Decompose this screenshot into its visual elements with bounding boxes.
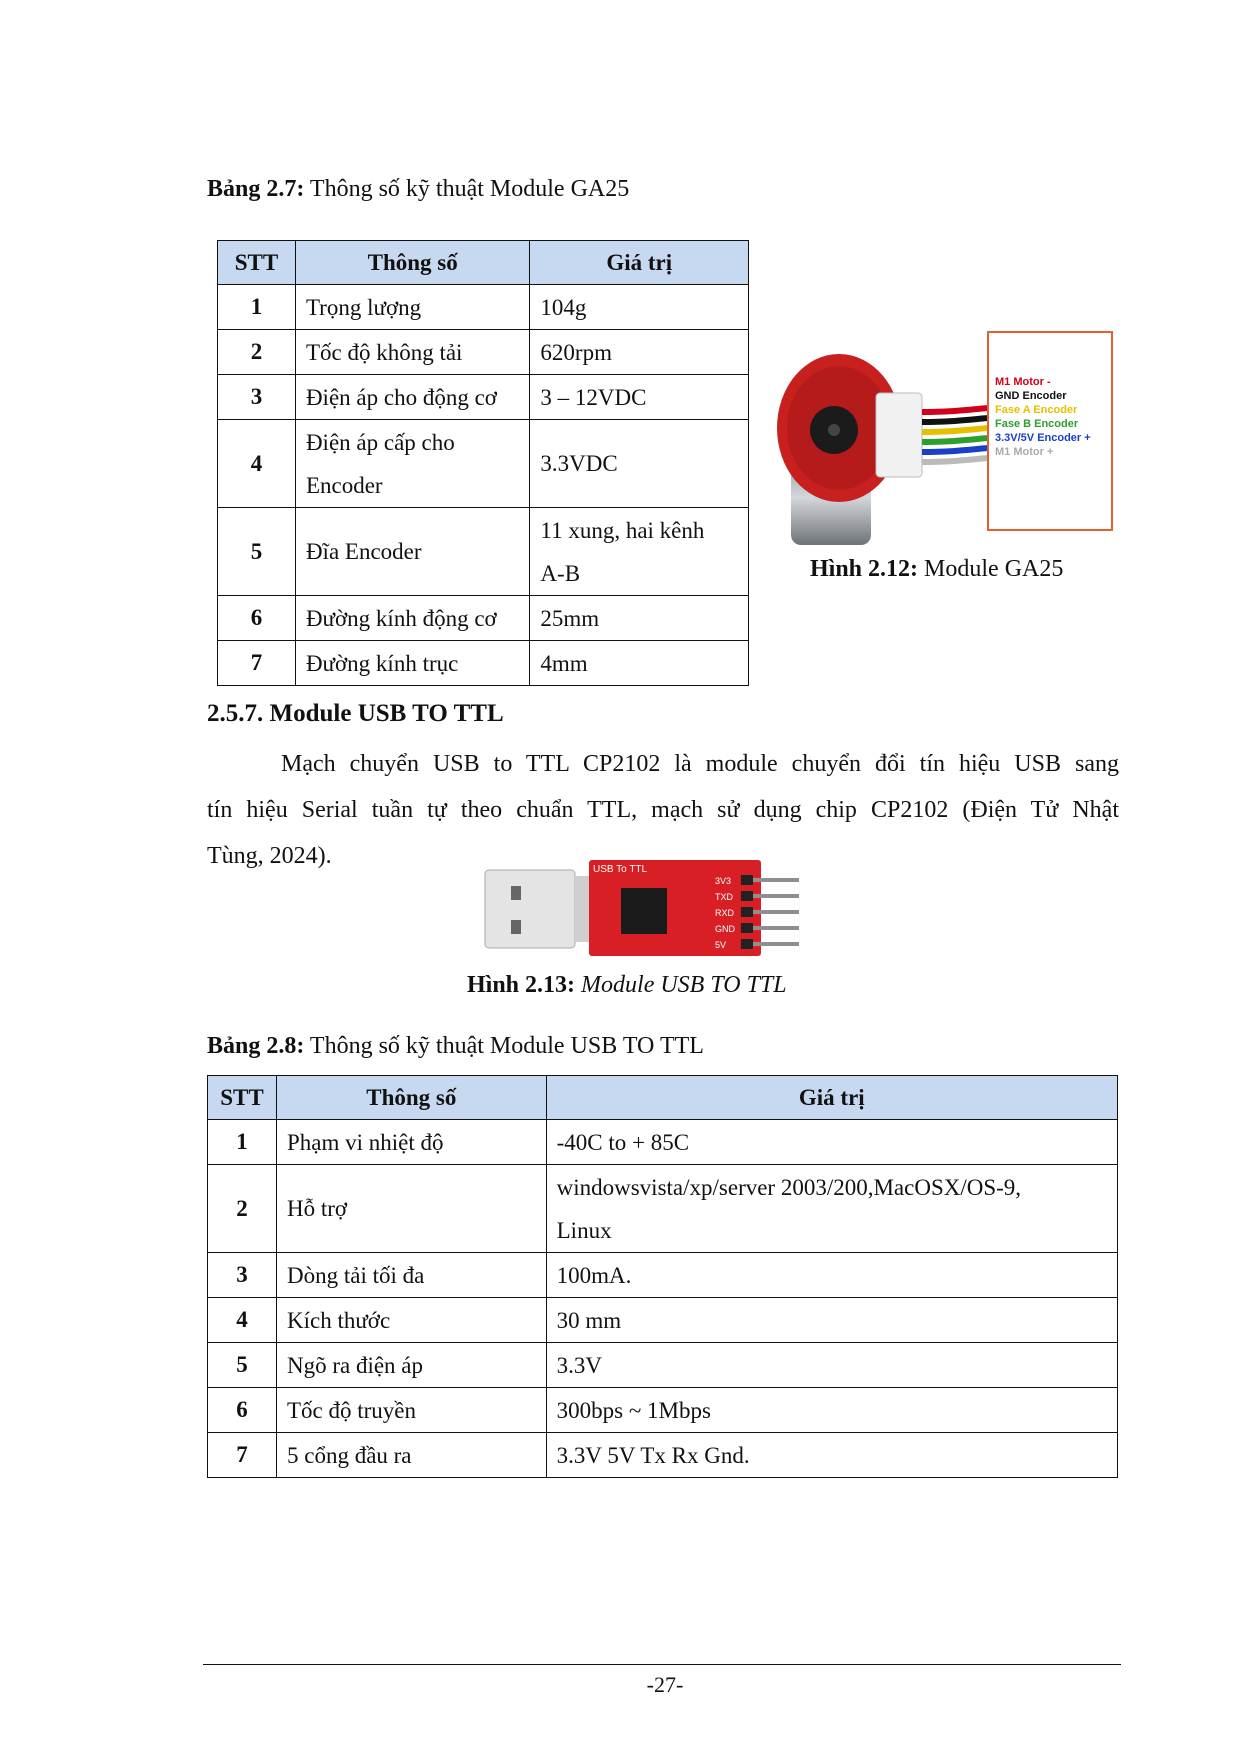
usb-plug-hole bbox=[511, 886, 521, 900]
header-stt: STT bbox=[208, 1076, 277, 1120]
cell-param bbox=[295, 285, 529, 330]
pin bbox=[753, 910, 799, 914]
cell-line: 3.3V 5V Tx Rx Gnd. bbox=[556, 1442, 750, 1468]
cell-line: Kích thước bbox=[286, 1307, 391, 1333]
pin-header bbox=[741, 891, 753, 901]
caption-text: Thông số kỹ thuật Module GA25 bbox=[304, 176, 630, 202]
section-heading: 2.5.7. Module USB TO TTL bbox=[207, 700, 504, 727]
cell-value bbox=[546, 1253, 1117, 1298]
caption-label: Hình 2.13: bbox=[467, 972, 576, 998]
table-header-row bbox=[218, 241, 749, 285]
cell-param bbox=[295, 596, 529, 641]
pin-header bbox=[741, 923, 753, 933]
pin-label: RXD bbox=[715, 908, 735, 918]
wire bbox=[922, 458, 988, 462]
table-row bbox=[208, 1120, 1118, 1165]
table-2-7 bbox=[217, 240, 749, 686]
usb-plug bbox=[485, 870, 575, 948]
wire bbox=[922, 418, 988, 422]
cell-value bbox=[530, 420, 749, 508]
cell-value bbox=[546, 1388, 1117, 1433]
wire-label: Fase B Encoder bbox=[995, 418, 1079, 430]
header-stt: STT bbox=[218, 241, 296, 285]
page-number: -27- bbox=[646, 1672, 684, 1697]
figure-2-12-image bbox=[776, 330, 1116, 545]
table-row bbox=[218, 285, 749, 330]
cell-value bbox=[530, 330, 749, 375]
table-2-7-caption bbox=[207, 176, 629, 203]
wire-bundle bbox=[922, 408, 988, 462]
cell-value bbox=[546, 1343, 1117, 1388]
cell-line: A-B bbox=[540, 560, 581, 586]
wire-connector bbox=[876, 393, 922, 477]
caption-label: Hình 2.12: bbox=[810, 556, 919, 582]
cell-stt: 1 bbox=[218, 285, 296, 330]
cell-param bbox=[295, 330, 529, 375]
table-2-8 bbox=[207, 1075, 1118, 1478]
caption-text: Thông số kỹ thuật Module USB TO TTL bbox=[304, 1033, 704, 1059]
cell-param bbox=[276, 1388, 546, 1433]
ga25-motor-illustration bbox=[776, 330, 1116, 545]
cell-value bbox=[546, 1165, 1117, 1253]
cell-line: Linux bbox=[556, 1217, 612, 1243]
figure-2-13-caption bbox=[467, 972, 787, 999]
cell-stt: 6 bbox=[218, 596, 296, 641]
cell-line: 104g bbox=[540, 294, 587, 320]
pin-label: GND bbox=[715, 924, 735, 934]
wire bbox=[922, 448, 988, 452]
cell-line: 4mm bbox=[540, 650, 588, 676]
table-2-8-caption bbox=[207, 1033, 704, 1060]
cell-param bbox=[295, 420, 529, 508]
cell-line: 100mA. bbox=[556, 1262, 632, 1288]
cell-line: Đường kính động cơ bbox=[305, 605, 497, 631]
cell-line: Hỗ trợ bbox=[286, 1196, 348, 1221]
table-row bbox=[208, 1388, 1118, 1433]
figure-2-13-image bbox=[483, 858, 803, 958]
paragraph-line-3: Tùng, 2024). bbox=[207, 843, 332, 869]
usb-to-ttl-illustration bbox=[483, 858, 803, 958]
cell-line: Điện áp cho động cơ bbox=[305, 384, 497, 410]
pin-label: TXD bbox=[715, 892, 733, 902]
cell-line: Encoder bbox=[305, 472, 383, 498]
pin-label: 5V bbox=[715, 940, 727, 950]
cell-line: 25mm bbox=[540, 605, 600, 631]
wire bbox=[922, 438, 988, 442]
cell-stt: 2 bbox=[218, 330, 296, 375]
header-param: Thông số bbox=[276, 1076, 546, 1120]
cell-param bbox=[295, 508, 529, 596]
table-header-row bbox=[208, 1076, 1118, 1120]
table-row bbox=[218, 641, 749, 686]
cell-line: Tốc độ không tải bbox=[305, 339, 463, 365]
table-row bbox=[218, 375, 749, 420]
cell-stt: 3 bbox=[218, 375, 296, 420]
wire-label: Fase A Encoder bbox=[995, 404, 1078, 416]
pin-header bbox=[741, 939, 753, 949]
wire-label: M1 Motor - bbox=[995, 376, 1051, 388]
pinout-label-box bbox=[988, 332, 1112, 530]
cell-stt: 4 bbox=[208, 1298, 277, 1343]
cell-line: -40C to + 85C bbox=[556, 1129, 690, 1155]
caption-text: Module USB TO TTL bbox=[575, 972, 787, 998]
cell-line: Đường kính trục bbox=[305, 650, 459, 676]
cell-line: Phạm vi nhiệt độ bbox=[286, 1129, 444, 1155]
cell-line: 5 cổng đầu ra bbox=[286, 1442, 412, 1468]
header-value: Giá trị bbox=[530, 241, 749, 285]
wire-label: GND Encoder bbox=[995, 390, 1067, 402]
cp2102-chip bbox=[621, 888, 667, 934]
cell-line: Tốc độ truyền bbox=[286, 1397, 416, 1423]
cell-stt: 4 bbox=[218, 420, 296, 508]
table-row bbox=[218, 330, 749, 375]
motor-shaft bbox=[828, 424, 840, 436]
paragraph-line-2: tín hiệu Serial tuần tự theo chuẩn TTL, mạch sử dụng chip CP2102 (Điện Tử Nhật bbox=[207, 797, 1119, 823]
cell-param bbox=[276, 1120, 546, 1165]
cell-param bbox=[295, 641, 529, 686]
cell-value bbox=[546, 1120, 1117, 1165]
cell-line: Đĩa Encoder bbox=[305, 539, 422, 564]
cell-line: windowsvista/xp/server 2003/200,MacOSX/OS-9, bbox=[556, 1174, 1022, 1200]
caption-label: Bảng 2.7: bbox=[207, 176, 305, 202]
cell-line: 3 – 12VDC bbox=[540, 384, 647, 410]
pin bbox=[753, 926, 799, 930]
wire-label: 3.3V/5V Encoder + bbox=[995, 432, 1091, 444]
pin bbox=[753, 878, 799, 882]
pin-header bbox=[741, 907, 753, 917]
table-row bbox=[218, 420, 749, 508]
cell-line: 11 xung, hai kênh bbox=[540, 517, 705, 543]
cell-stt: 3 bbox=[208, 1253, 277, 1298]
cell-param bbox=[276, 1343, 546, 1388]
cell-stt: 2 bbox=[208, 1165, 277, 1253]
wire-label: M1 Motor + bbox=[995, 446, 1054, 458]
cell-param bbox=[276, 1253, 546, 1298]
table-row bbox=[208, 1343, 1118, 1388]
cell-line: 30 mm bbox=[556, 1307, 622, 1333]
cell-line: Trọng lượng bbox=[305, 294, 422, 320]
table-row bbox=[208, 1253, 1118, 1298]
caption-text: Module GA25 bbox=[918, 556, 1064, 582]
table-row bbox=[218, 508, 749, 596]
header-value: Giá trị bbox=[546, 1076, 1117, 1120]
cell-stt: 1 bbox=[208, 1120, 277, 1165]
cell-stt: 5 bbox=[208, 1343, 277, 1388]
pin-label: 3V3 bbox=[715, 876, 732, 886]
cell-value bbox=[530, 596, 749, 641]
table-row bbox=[218, 596, 749, 641]
table-row bbox=[208, 1433, 1118, 1478]
cell-stt: 7 bbox=[218, 641, 296, 686]
cell-line: Điện áp cấp cho bbox=[305, 429, 455, 455]
board-label: USB To TTL bbox=[593, 864, 648, 875]
cell-value bbox=[546, 1433, 1117, 1478]
pin bbox=[753, 894, 799, 898]
cell-stt: 5 bbox=[218, 508, 296, 596]
cell-param bbox=[295, 375, 529, 420]
cell-param bbox=[276, 1298, 546, 1343]
cell-param bbox=[276, 1433, 546, 1478]
cell-value bbox=[530, 375, 749, 420]
footer-rule bbox=[203, 1664, 1121, 1665]
cell-stt: 6 bbox=[208, 1388, 277, 1433]
cell-value bbox=[530, 508, 749, 596]
usb-plug-hole bbox=[511, 920, 521, 934]
cell-line: 3.3VDC bbox=[540, 451, 618, 476]
cell-line: 3.3V bbox=[556, 1352, 602, 1378]
pin-header bbox=[741, 875, 753, 885]
cell-line: Ngõ ra điện áp bbox=[286, 1352, 424, 1378]
cell-param bbox=[276, 1165, 546, 1253]
cell-value bbox=[546, 1298, 1117, 1343]
table-row bbox=[208, 1165, 1118, 1253]
pin bbox=[753, 942, 799, 946]
wire bbox=[922, 408, 988, 412]
table-row bbox=[208, 1298, 1118, 1343]
caption-label: Bảng 2.8: bbox=[207, 1033, 305, 1059]
wire bbox=[922, 428, 988, 432]
cell-value bbox=[530, 285, 749, 330]
figure-2-12-caption bbox=[810, 556, 1063, 583]
cell-stt: 7 bbox=[208, 1433, 277, 1478]
header-param: Thông số bbox=[295, 241, 529, 285]
cell-value bbox=[530, 641, 749, 686]
cell-line: 620rpm bbox=[540, 339, 612, 365]
cell-line: 300bps ~ 1Mbps bbox=[556, 1397, 711, 1423]
cell-line: Dòng tải tối đa bbox=[286, 1262, 425, 1288]
paragraph-line-1: Mạch chuyển USB to TTL CP2102 là module chuyển đổi tín hiệu USB sang bbox=[281, 751, 1119, 777]
